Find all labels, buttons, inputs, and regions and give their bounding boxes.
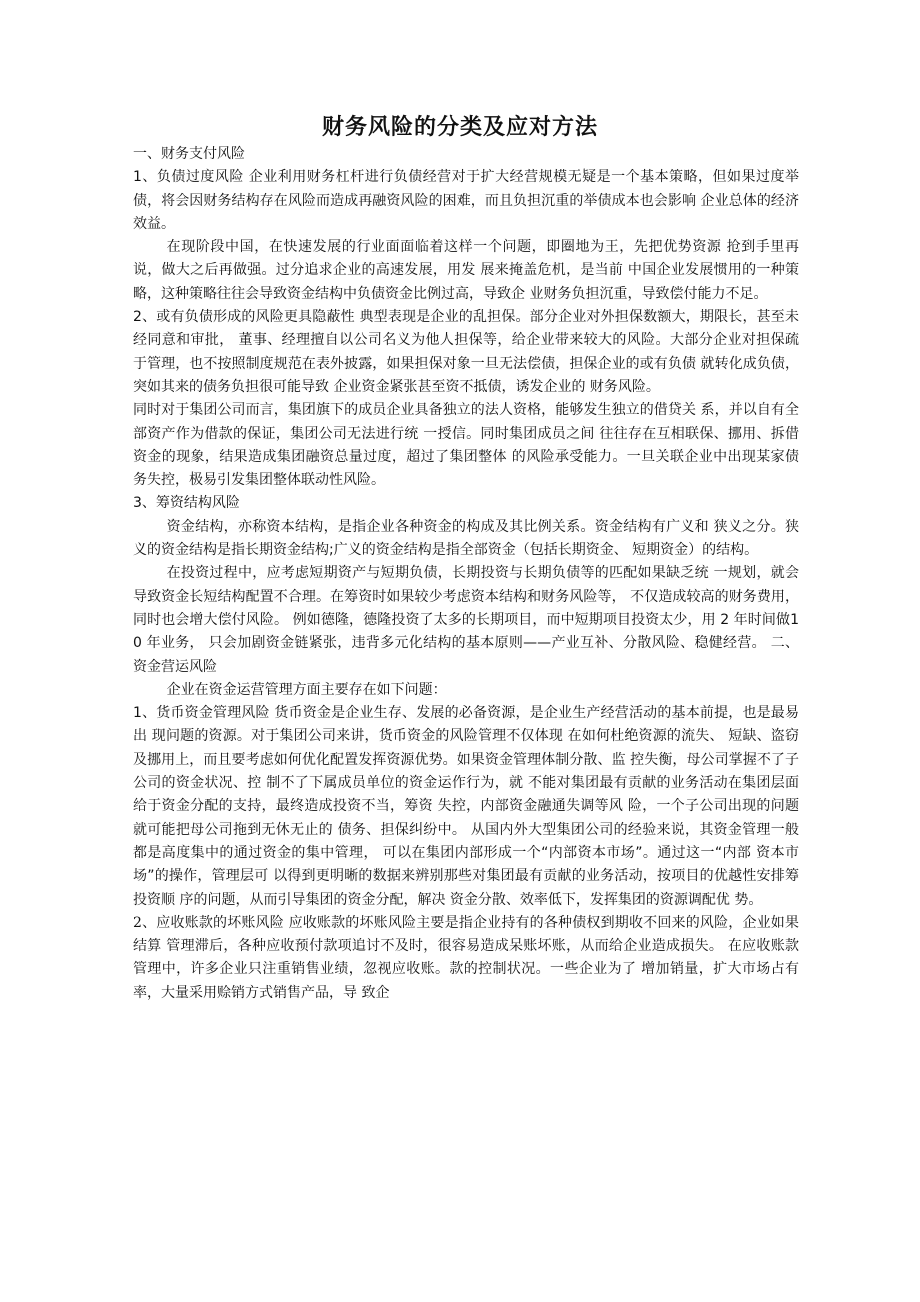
section-heading: 3、筹资结构风险 [133,495,240,512]
section-heading: 一、财务支付风险 [133,146,245,162]
body-paragraph: 1、负债过度风险 企业利用财务杠杆进行负债经营对于扩大经营规模无疑是一个基本策略，但如果过度举 债，将会因财务结构存在风险而造成再融资风险的困难，而且负担沉重的举债成本也会影响 企业总体的经济效益。 [133,169,799,232]
body-paragraph: 在投资过程中，应考虑短期资产与短期负债，长期投资与长期负债等的匹配如果缺乏统 一规划，就会导致资金长短结构配置不合理。在筹资时如果较少考虑资本结构和财务风险等， 不仅造成较高的财务费用，同时也会增大偿付风险。 例如德隆，德隆投资了太多的长期项目，而中短期项目投资太少，用 2 年时间做10 年业务， 只会加剧资金链紧张，违背多元化结构的基本原则——产业互补、分散风险、稳健经营。 二、资金营运风险 [133,565,799,675]
page-title: 财务风险的分类及应对方法 [321,114,598,140]
body-paragraph: 2、或有负债形成的风险更具隐蔽性 典型表现是企业的乱担保。部分企业对外担保数额大，期限长，甚至未经同意和审批， 董事、经理擅自以公司名义为他人担保等，给企业带来较大的风险。大部分企业对担保疏 于管理，也不按照制度规范在表外披露，如果担保对象一旦无法偿债，担保企业的或有负债 就转化成负债，突如其来的债务负担很可能导致 企业资金紧张甚至资不抵债，诱发企业的 财务风险。 [133,309,799,395]
body-paragraph: 资金结构，亦称资本结构，是指企业各种资金的构成及其比例关系。资金结构有广义和 狭义之分。狭义的资金结构是指长期资金结构;广义的资金结构是指全部资金（包括长期资金、 短期资金）的结构。 [133,518,799,559]
body-paragraph: 同时对于集团公司而言，集团旗下的成员企业具备独立的法人资格，能够发生独立的借贷关 系，并以自有全部资产作为借款的保证，集团公司无法进行统 一授信。同时集团成员之间 往往存在互相联保、挪用、拆借资金的现象，结果造成集团融资总量过度，超过了集团整体 的风险承受能力。一旦关联企业中出现某家债 务失控，极易引发集团整体联动性风险。 [133,402,799,489]
document-body [133,143,799,1005]
body-paragraph: 2、应收账款的坏账风险 应收账款的坏账风险主要是指企业持有的各种债权到期收不回来的风险，企业如果结算 管理滞后，各种应收预付款项追讨不及时，很容易造成呆账坏账，从而给企业造成损失。 在应收账款管理中，许多企业只注重销售业绩，忽视应收账。款的控制状况。一些企业为了 增加销量，扩大市场占有率，大量采用赊销方式销售产品，导 致企 [133,914,799,1001]
body-paragraph: 在现阶段中国，在快速发展的行业面面临着这样一个问题，即圈地为王，先把优势资源 抢到手里再说，做大之后再做强。过分追求企业的高速发展，用发 展来掩盖危机，是当前 中国企业发展惯用的一种策略，这种策略往往会导致资金结构中负债资金比例过高，导致企 业财务负担沉重，导致偿付能力不足。 [133,239,799,302]
body-paragraph: 企业在资金运营管理方面主要存在如下问题： [166,681,447,698]
body-paragraph: 1、货币资金管理风险 货币资金是企业生存、发展的必备资源，是企业生产经营活动的基本前提，也是最易出 现问题的资源。对于集团公司来讲，货币资金的风险管理不仅体现 在如何杜绝资源的流失、 短缺、盗窃及挪用上，而且要考虑如何优化配置发挥资源优势。如果资金管理体制分散、监 控失衡，母公司掌握不了子公司的资金状况、控 制不了下属成员单位的资金运作行为，就 不能对集团最有贡献的业务活动在集团层面给于资金分配的支持，最终造成投资不当，筹资 失控，内部资金融通失调等风 险，一个子公司出现的问题就可能把母公司拖到无休无止的 债务、担保纠纷中。 从国内外大型集团公司的经验来说，其资金管理一般都是高度集中的通过资金的集中管理， 可以在集团内部形成一个“内部资本市场”。通过这一“内部 资本市场”的操作，管理层可 以得到更明晰的数据来辨别那些对集团最有贡献的业务活动，按项目的优越性安排筹投资顺 序的问题，从而引导集团的资金分配，解决 资金分散、效率低下，发挥集团的资源调配优 势。 [133,705,799,908]
